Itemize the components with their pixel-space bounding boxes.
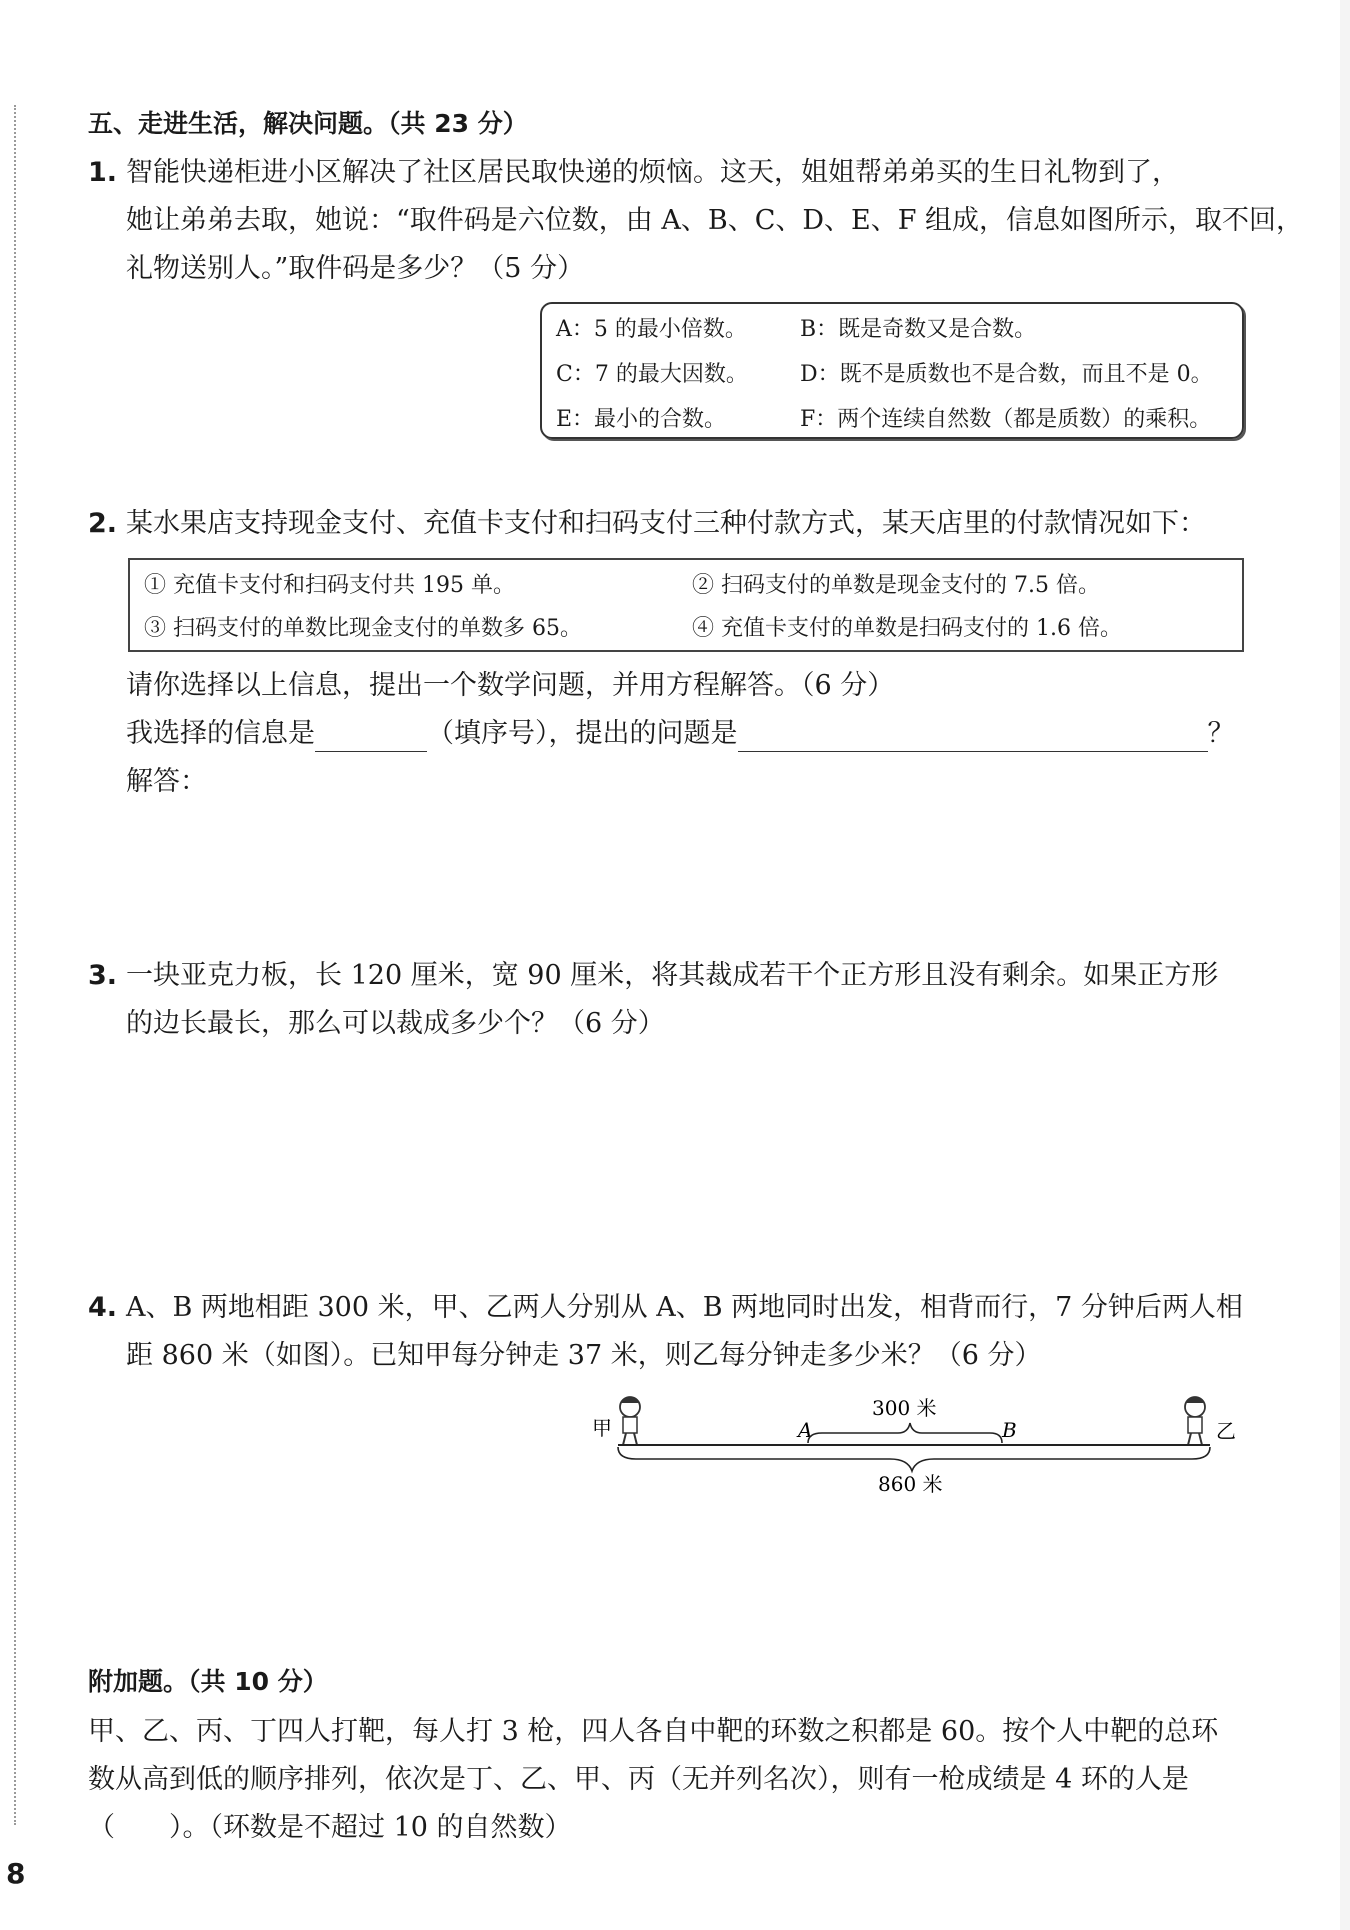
clue-b: B：既是奇数又是合数。 (800, 317, 1037, 342)
q1-text-3: 礼物送别人。”取件码是多少？（5 分） (126, 253, 585, 284)
info-3: ③ 扫码支付的单数比现金支付的单数多 65。 (144, 616, 582, 641)
info-number-blank[interactable] (315, 721, 427, 752)
q2-info-box (128, 558, 1244, 652)
q4-number: 4. (88, 1292, 118, 1323)
q3-text-2: 的边长最长，那么可以裁成多少个？（6 分） (126, 1008, 665, 1039)
q2-question-mark: ？ (1207, 718, 1235, 749)
total-distance-label: 860 米 (878, 1472, 943, 1495)
q2-choose-line (126, 716, 1235, 752)
clue-e: E：最小的合数。 (556, 407, 727, 432)
label-yi: 乙 (1216, 1419, 1236, 1443)
q1-text-1: 智能快递柜进小区解决了社区居民取快递的烦恼。这天，姐姐帮弟弟买的生日礼物到了， (126, 157, 1179, 188)
ab-brace (808, 1423, 1002, 1443)
page-number: 8 (6, 1857, 26, 1890)
q2-line-1 (88, 506, 1206, 542)
info-1: ① 充值卡支付和扫码支付共 195 单。 (144, 573, 515, 598)
person-yi-figure (1185, 1397, 1205, 1445)
question-blank[interactable] (738, 721, 1208, 752)
bonus-text-1: 甲、乙、丙、丁四人打靶，每人打 3 枪，四人各自中靶的环数之积都是 60。按个人中靶的总环 (88, 1716, 1219, 1747)
clue-f: F：两个连续自然数（都是质数）的乘积。 (800, 407, 1212, 432)
clue-c: C：7 的最大因数。 (556, 362, 748, 387)
q3-line-1 (88, 958, 1218, 994)
q1-number: 1. (88, 157, 118, 188)
bonus-heading: 附加题。（共 10 分） (88, 1667, 328, 1696)
point-a-label: A (798, 1418, 813, 1442)
section-heading: 五、走进生活，解决问题。（共 23 分） (88, 109, 528, 138)
ab-distance-label: 300 米 (872, 1396, 937, 1420)
q2-prompt: 请你选择以上信息，提出一个数学问题，并用方程解答。（6 分） (126, 670, 895, 701)
q2-choose-label-a: 我选择的信息是 (126, 718, 315, 749)
q2-intro: 某水果店支持现金支付、充值卡支付和扫码支付三种付款方式，某天店里的付款情况如下： (126, 508, 1206, 539)
total-brace (618, 1447, 1210, 1471)
bonus-text-2: 数从高到低的顺序排列，依次是丁、乙、甲、丙（无并列名次），则有一枪成绩是 4 环的人是 (88, 1764, 1189, 1795)
q1-line-1 (88, 155, 1179, 191)
q4-text-2: 距 860 米（如图）。已知甲每分钟走 37 米，则乙每分钟走多少米？（6 分） (126, 1340, 1042, 1371)
info-4: ④ 充值卡支付的单数是扫码支付的 1.6 倍。 (692, 616, 1122, 641)
q3-number: 3. (88, 960, 118, 991)
point-b-label: B (1002, 1418, 1017, 1442)
q2-answer-label: 解答： (126, 766, 207, 797)
q2-choose-label-b: （填序号），提出的问题是 (427, 718, 738, 749)
q4-text-1: A、B 两地相距 300 米，甲、乙两人分别从 A、B 两地同时出发，相背而行，7 分钟后两人相 (126, 1292, 1243, 1323)
distance-diagram (590, 1385, 1250, 1495)
info-2: ② 扫码支付的单数是现金支付的 7.5 倍。 (692, 573, 1100, 598)
clue-a: A：5 的最小倍数。 (556, 317, 747, 342)
q4-line-1 (88, 1290, 1243, 1326)
binding-dotted-line (14, 105, 16, 1825)
person-jia-figure (620, 1397, 640, 1445)
bonus-text-3: （ ）。（环数是不超过 10 的自然数） (88, 1812, 572, 1843)
label-jia: 甲 (592, 1416, 612, 1440)
q3-text-1: 一块亚克力板，长 120 厘米，宽 90 厘米，将其裁成若干个正方形且没有剩余。如果正方形 (126, 960, 1219, 991)
q2-number: 2. (88, 508, 118, 539)
q1-clue-box (540, 302, 1244, 439)
clue-d: D：既不是质数也不是合数，而且不是 0。 (800, 362, 1213, 387)
q1-text-2: 她让弟弟去取，她说：“取件码是六位数，由 A、B、C、D、E、F 组成，信息如图所示，取不回， (126, 205, 1304, 236)
